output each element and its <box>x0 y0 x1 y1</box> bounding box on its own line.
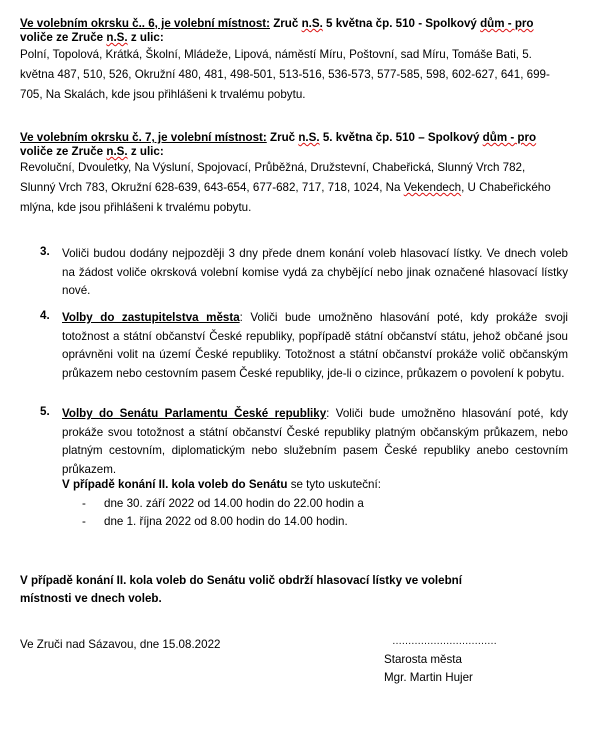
district7-heading-line1: Ve volebním okrsku č. 7, je volební místnost: Zruč n.S. 5. května čp. 510 – Spolkový dům - pro <box>20 131 537 144</box>
signature-name: Mgr. Martin Hujer <box>384 671 473 684</box>
signature-title: Starosta města <box>384 653 462 666</box>
district7-heading <box>20 131 572 159</box>
place-date: Ve Zruči nad Sázavou, dne 15.08.2022 <box>20 638 221 651</box>
second-round-lead: V případě konání II. kola voleb do Senátu se tyto uskuteční: <box>62 478 381 491</box>
list-item-4-text: Volby do zastupitelstva města: Voliči bude umožněno hlasování poté, kdy prokáže svoji totožnost a státní občanství České republiky, popřípadě státní občanství státu, jehož občané jsou oprávněni volit na území České republiky. Totožnost a státní občanství prokáže volič občanským průkazem nebo cestovním pasem České republiky, jde-li o cizince, průkazem o povolení k pobytu. <box>62 311 569 380</box>
district6-heading-line1: Ve volebním okrsku č.. 6, je volební místnost: Zruč n.S. 5 května čp. 510 - Spolkový dům - pro <box>20 17 534 30</box>
signature-line: …………………………… <box>392 636 497 647</box>
list-item-3-text: Voliči budou dodány nejpozději 3 dny přede dnem konání voleb hlasovací lístky. Ve dnech voleb na žádost voliče okrsková volební komise vydá za chybějící nebo jinak označené hlasovací lístky nové. <box>62 247 568 297</box>
district7-streets: Revoluční, Dvouletky, Na Výsluní, Spojovací, Průběžná, Družstevní, Chabeřická, Slunný Vrch 782, Slunný Vrch 783, Okružní 628-639, 643-654, 677-682, 717, 718, 1024, Na Vekendech, U Chabeřického mlýna, kde jsou přihlášeni k trvalému pobytu. <box>20 161 551 214</box>
district7-heading-line2: voliče ze Zruče n.S. z ulic: <box>20 145 164 158</box>
district6-heading-line2: voliče ze Zruče n.S. z ulic: <box>20 31 164 44</box>
list-item-5-text: Volby do Senátu Parlamentu České republiky: Voliči bude umožněno hlasování poté, kdy prokáže svou totožnost a státní občanství České republiky platným občanským průkazem, nebo platným cestovním, diplomatickým nebo služebním pasem České republiky anebo cestovním průkazem. <box>62 407 568 476</box>
notice: V případě konání II. kola voleb do Senátu volič obdrží hlasovací lístky ve volební místnosti ve dnech voleb. <box>20 574 462 605</box>
second-round-date-2: - dne 1. října 2022 od 8.00 hodin do 14.00 hodin. <box>82 515 348 528</box>
second-round-date-1: - dne 30. září 2022 od 14.00 hodin do 22.00 hodin a <box>82 497 364 510</box>
district6-streets: Polní, Topolová, Krátká, Školní, Mládeže, Lipová, náměstí Míru, Poštovní, sad Míru, Tomáše Bati, 5. května 487, 510, 526, Okružní 480, 481, 498-501, 513-516, 536-573, 577-585, 598, 602-627, 641, 699- 705, Na Skalách, kde jsou přihlášeni k trvalému pobytu. <box>20 48 550 101</box>
district6-heading <box>20 17 572 45</box>
document-page: Ve volebním okrsku č.. 6, je volební místnost: Zruč n.S. 5 května čp. 510 - Spolkový dům - pro voliče ze Zruče n.S. z ulic: Polní, Topolová, Krátká, Školní, Mládeže, Lipová, náměstí Míru, Poštovní, sad Míru, Tomáše Bati, 5. května 487, 510, 526, Okružní 480, 481, 498-501, 513-516, 536-573, 577-585, 598, 602-627, 641, 699- 705, Na Skalách, kde jsou přihlášeni k trvalému pobytu. Ve volebním okrsku č. 7, je volební místnost: Zruč n.S. 5. května čp. 510 – Spolkový dům - pro voliče ze Zruče n.S. z ulic: Revoluční, Dvouletky, Na Výsluní, Spojovací, Průběžná, Družstevní, Chabeřická, Slunný Vrch 782, Slunný Vrch 783, Okružní 628-639, 643-654, 677-682, 717, 718, 1024, Na Vekendech, U Chabeřického mlýna, kde jsou přihlášeni k trvalému pobytu. 3. Voliči budou dodány nejpozději 3 dny přede dnem konání voleb hlasovací lístky. Ve dnech voleb na žádost voliče okrsková volební komise vydá za chybějící nebo jinak označené hlasovací lístky nové. 4. Volby do zastupitelstva města: Voliči bude umožněno hlasování poté, kdy prokáže svoji totožnost a státní občanství České republiky, popřípadě státní občanství státu, jehož občané jsou oprávněni volit na území České republiky. Totožnost a státní občanství prokáže volič občanským průkazem nebo cestovním pasem České republiky, jde-li o cizince, průkazem o povolení k pobytu. 5. Volby do Senátu Parlamentu České republiky: Voliči bude umožněno hlasování poté, kdy prokáže svou totožnost a státní občanství České republiky platným občanským průkazem, nebo platným cestovním, diplomatickým nebo služebním pasem České republiky anebo cestovním průkazem. V případě konání II. kola voleb do Senátu se tyto uskuteční: - dne 30. září 2022 od 14.00 hodin do 22.00 hodin a - dne 1. října 2022 od 8.00 hodin do 14.00 hodin. V případě konání II. kola voleb do Senátu volič obdrží hlasovací lístky ve volební místnosti ve dnech voleb. Ve Zruči nad Sázavou, dne 15.08.2022 …………………………… Starosta města Mgr. Martin Hujer <box>0 0 591 755</box>
